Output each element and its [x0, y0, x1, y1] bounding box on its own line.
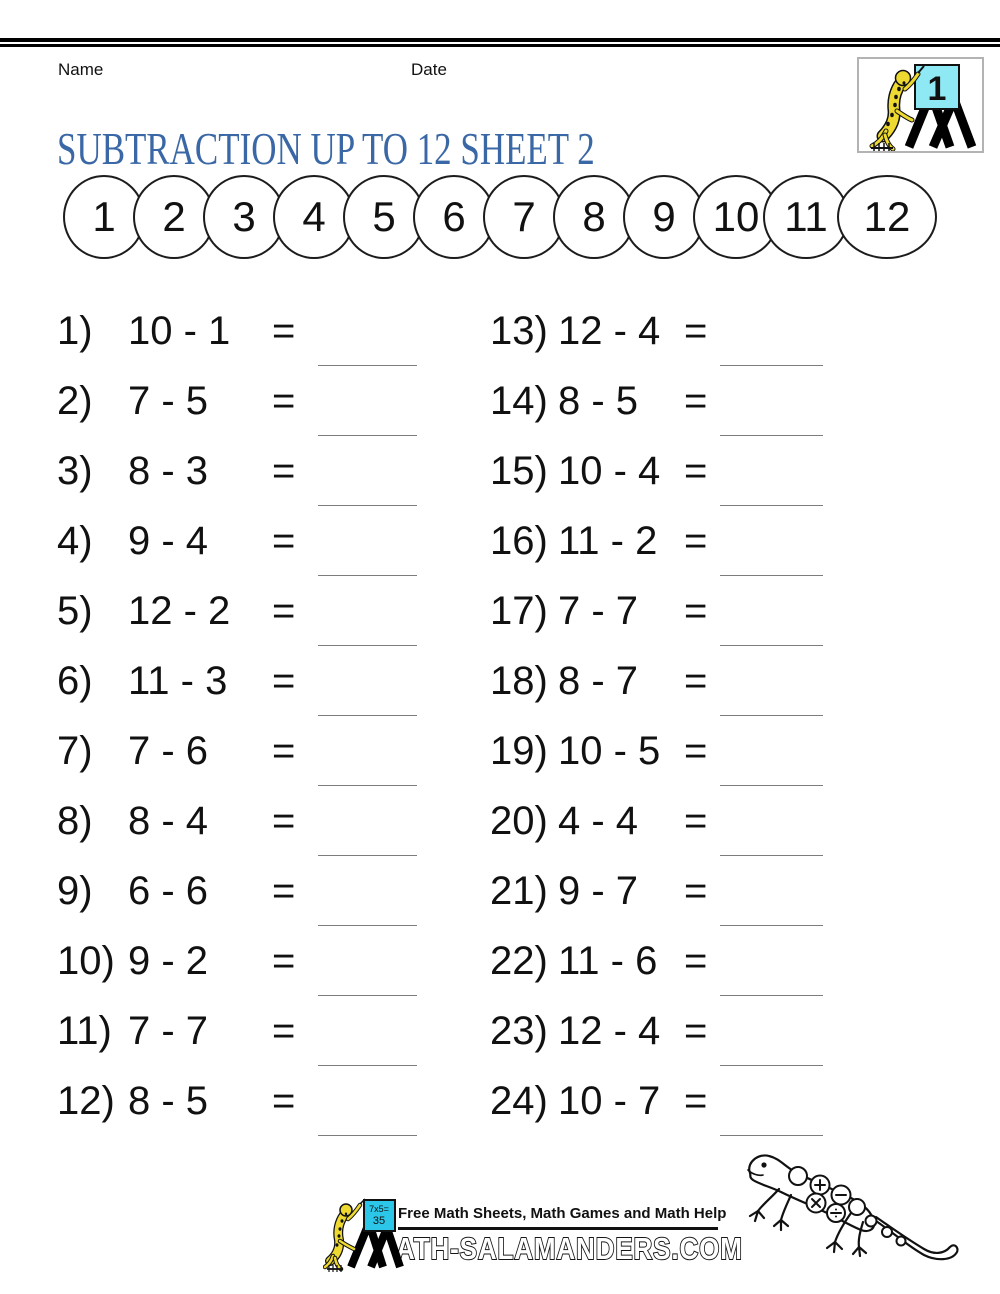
problem-number: 22) [490, 939, 548, 983]
problem-row [490, 801, 920, 871]
equals-sign: = [272, 1009, 296, 1053]
equals-sign: = [272, 729, 296, 773]
problem-row [490, 591, 920, 661]
gecko-drawing [703, 1145, 971, 1285]
problem-expression: 12 - 2 [128, 589, 231, 633]
equals-sign: = [684, 1079, 708, 1123]
logo-board-number: 1 [927, 70, 947, 108]
problem-expression: 11 - 6 [558, 939, 658, 983]
answer-line[interactable] [318, 645, 417, 646]
footer-tagline: Free Math Sheets, Math Games and Math Help [398, 1205, 727, 1222]
problem-number: 9) [57, 869, 93, 913]
problem-row [490, 381, 920, 451]
answer-line[interactable] [318, 505, 417, 506]
answer-line[interactable] [318, 715, 417, 716]
problem-row [490, 311, 920, 381]
problem-expression: 10 - 5 [558, 729, 661, 773]
problem-row [57, 521, 487, 591]
problem-number: 13) [490, 309, 548, 353]
answer-line[interactable] [720, 435, 823, 436]
footer-board-line2: 35 [372, 1215, 386, 1227]
problem-row [490, 661, 920, 731]
problem-expression: 8 - 7 [558, 659, 639, 703]
equals-sign: = [272, 939, 296, 983]
number-circle-label: 10 [712, 193, 760, 240]
footer-rule [398, 1227, 718, 1230]
problem-number: 5) [57, 589, 93, 633]
problem-expression: 9 - 7 [558, 869, 639, 913]
problem-row [57, 591, 487, 661]
problem-row [57, 801, 487, 871]
problem-number: 6) [57, 659, 93, 703]
number-circle-label: 9 [652, 193, 676, 240]
problem-row [57, 941, 487, 1011]
answer-line[interactable] [318, 995, 417, 996]
equals-sign: = [684, 1009, 708, 1053]
problem-expression: 7 - 7 [558, 589, 639, 633]
answer-line[interactable] [720, 645, 823, 646]
equals-sign: = [684, 799, 708, 843]
problem-number: 1) [57, 309, 93, 353]
number-circle-label: 7 [512, 193, 536, 240]
problem-expression: 8 - 5 [128, 1079, 209, 1123]
problem-number: 10) [57, 939, 115, 983]
problem-number: 2) [57, 379, 93, 423]
answer-line[interactable] [720, 365, 823, 366]
equals-sign: = [684, 379, 708, 423]
answer-line[interactable] [318, 785, 417, 786]
problem-number: 19) [490, 729, 548, 773]
problem-expression: 8 - 5 [558, 379, 639, 423]
equals-sign: = [272, 869, 296, 913]
number-circle-label: 11 [784, 193, 828, 240]
problem-row [490, 521, 920, 591]
problem-number: 23) [490, 1009, 548, 1053]
answer-line[interactable] [318, 1135, 417, 1136]
problem-expression: 7 - 6 [128, 729, 209, 773]
equals-sign: = [272, 799, 296, 843]
problem-number: 16) [490, 519, 548, 563]
number-circle-label: 6 [442, 193, 466, 240]
problem-expression: 6 - 6 [128, 869, 209, 913]
problem-number: 7) [57, 729, 93, 773]
problem-number: 12) [57, 1079, 115, 1123]
problem-expression: 10 - 7 [558, 1079, 661, 1123]
number-circle-label: 8 [582, 193, 606, 240]
problem-row [57, 311, 487, 381]
answer-line[interactable] [720, 1065, 823, 1066]
footer-logo [323, 1195, 407, 1278]
answer-line[interactable] [720, 785, 823, 786]
equals-sign: = [272, 379, 296, 423]
problem-expression: 8 - 4 [128, 799, 209, 843]
problem-expression: 7 - 5 [128, 379, 209, 423]
problem-number: 15) [490, 449, 548, 493]
problem-row [57, 1081, 487, 1151]
number-circle-label: 2 [162, 193, 186, 240]
problem-row [490, 941, 920, 1011]
equals-sign: = [684, 449, 708, 493]
answer-line[interactable] [318, 1065, 417, 1066]
answer-line[interactable] [318, 855, 417, 856]
corner-logo-graphic [859, 59, 982, 151]
problem-expression: 8 - 3 [128, 449, 209, 493]
number-circle-label: 12 [863, 193, 911, 240]
top-double-rule [0, 38, 1000, 47]
problem-row [57, 871, 487, 941]
footer-board-line1: 7x5= [369, 1204, 389, 1214]
salamander-character-icon [325, 1199, 365, 1272]
problem-number: 4) [57, 519, 93, 563]
answer-line[interactable] [318, 575, 417, 576]
problem-expression: 9 - 2 [128, 939, 209, 983]
equals-sign: = [684, 309, 708, 353]
page-title: SUBTRACTION UP TO 12 SHEET 2 [57, 123, 595, 174]
problem-row [490, 451, 920, 521]
answer-line[interactable] [720, 505, 823, 506]
equals-sign: = [272, 519, 296, 563]
problem-expression: 10 - 4 [558, 449, 661, 493]
problem-row [490, 1081, 920, 1151]
math-salamanders-corner-logo [857, 57, 984, 153]
problem-number: 20) [490, 799, 548, 843]
problem-expression: 12 - 4 [558, 309, 661, 353]
problem-expression: 11 - 2 [558, 519, 658, 563]
problem-number: 11) [57, 1009, 112, 1053]
equals-sign: = [272, 1079, 296, 1123]
problem-number: 3) [57, 449, 93, 493]
problem-expression: 12 - 4 [558, 1009, 661, 1053]
number-circle-label: 4 [302, 193, 326, 240]
equals-sign: = [684, 729, 708, 773]
answer-line[interactable] [318, 925, 417, 926]
problem-number: 14) [490, 379, 548, 423]
problem-row [57, 661, 487, 731]
equals-sign: = [272, 659, 296, 703]
problem-row [490, 871, 920, 941]
answer-line[interactable] [720, 715, 823, 716]
answer-line[interactable] [720, 995, 823, 996]
problem-expression: 11 - 3 [128, 659, 228, 703]
answer-line[interactable] [318, 435, 417, 436]
answer-line[interactable] [720, 1135, 823, 1136]
footer-logo-graphic [323, 1195, 407, 1273]
answer-line[interactable] [318, 365, 417, 366]
problem-number: 17) [490, 589, 548, 633]
problem-row [57, 731, 487, 801]
problem-row [490, 1011, 920, 1081]
equals-sign: = [684, 869, 708, 913]
problem-row [490, 731, 920, 801]
equals-sign: = [684, 589, 708, 633]
problem-number: 24) [490, 1079, 548, 1123]
footer-wordmark: ATH-SALAMANDERS.COM [396, 1231, 743, 1266]
problem-number: 21) [490, 869, 548, 913]
problem-expression: 9 - 4 [128, 519, 209, 563]
gecko-icon [703, 1145, 971, 1280]
answer-line[interactable] [720, 575, 823, 576]
number-circle-label: 1 [92, 193, 116, 240]
problem-number: 18) [490, 659, 548, 703]
number-circle-label: 5 [372, 193, 396, 240]
equals-sign: = [684, 519, 708, 563]
equals-sign: = [272, 449, 296, 493]
number-circle-label: 3 [232, 193, 256, 240]
problems-column-left [57, 311, 487, 1151]
equals-sign: = [684, 659, 708, 703]
problem-expression: 4 - 4 [558, 799, 639, 843]
problems-column-right [490, 311, 920, 1151]
number-circle [837, 175, 937, 259]
equals-sign: = [272, 589, 296, 633]
problem-row [57, 1011, 487, 1081]
name-label: Name [58, 60, 104, 79]
answer-line[interactable] [720, 925, 823, 926]
date-label: Date [411, 60, 447, 79]
problem-expression: 7 - 7 [128, 1009, 209, 1053]
answer-line[interactable] [720, 855, 823, 856]
problem-row [57, 381, 487, 451]
equals-sign: = [684, 939, 708, 983]
problem-number: 8) [57, 799, 93, 843]
problem-expression: 10 - 1 [128, 309, 231, 353]
equals-sign: = [272, 309, 296, 353]
problem-row [57, 451, 487, 521]
